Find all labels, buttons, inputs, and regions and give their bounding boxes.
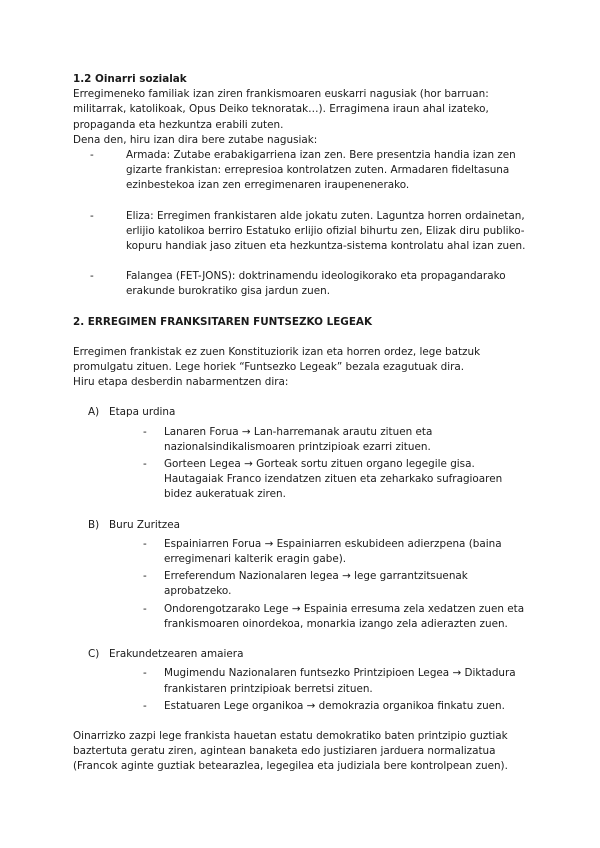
stage-letter: B)	[88, 518, 100, 531]
document-page	[73, 72, 533, 775]
law-item: - Erreferendum Nazionalaren legea → lege garrantzitsuenak aprobatzeko.	[143, 569, 533, 599]
law-item: - Lanaren Forua → Lan-harremanak arautu zituen eta nazionalsindikalismoaren printzipioak ezarri zituen.	[143, 425, 533, 455]
section-title-social-bases: 1.2 Oinarri sozialak	[73, 73, 187, 85]
law-item: - Ondorengotzarako Lege → Espainia erresuma zela xedatzen zuen eta frankismoaren oinordekoa, monarkia izango zela adierazten zuen.	[143, 602, 533, 632]
section-title-fundamental-laws: 2. ERREGIMEN FRANKSITAREN FUNTSEZKO LEGEAK	[73, 315, 373, 328]
stage-name: Erakundetzearen amaiera	[109, 648, 244, 661]
section2-conclusion: Oinarrizko zazpi lege frankista hauetan estatu demokratiko baten printzipio guztiak baztertuta geratu ziren, agintean banaketa edo justiziaren jarduera normalizatua (Francok aginte guztiak betearazlea, legegilea eta judiziala bere kontrolpean zuen).	[73, 729, 508, 773]
stage-name: Buru Zuritzea	[109, 518, 181, 531]
law-item: - Espainiarren Forua → Espainiarren eskubideen adierzpena (baina erregimenari kalterik eragin gabe).	[143, 537, 533, 567]
stage-a	[88, 405, 533, 502]
pillar-army: - Armada: Zutabe erabakigarriena izan zen. Bere presentzia handia izan zen gizarte frankistan: errepresioa kontrolatzen zuten. Armadaren fideltasuna ezinbestekoa izan zen erregimenaren iraupenenerako.	[90, 148, 533, 194]
stage-letter: C)	[88, 648, 100, 661]
pillars-list	[73, 148, 533, 300]
section2-intro: Erregimen frankistak ez zuen Konstituziorik izan eta horren ordez, lege batzuk promulgatu zituen. Lege horiek “Funtsezko Legeak” bezala ezagutuak dira.	[73, 345, 481, 374]
pillar-church: - Eliza: Erregimen frankistaren alde jokatu zuten. Laguntza horren ordainetan, erlijio katolikoa berriro Estatuko erlijio ofizial bihurtu zen, Elizak diru publiko-kopuru handiak jaso zituen eta hezkuntza-sistema kontrolatu ahal izan zuen.	[90, 209, 533, 255]
stage-name: Etapa urdina	[109, 406, 176, 419]
law-item: - Mugimendu Nazionalaren funtsezko Printzipioen Legea → Diktadura frankistaren printzipioak berretsi zituen.	[143, 666, 533, 696]
pillar-falange: - Falangea (FET-JONS): doktrinamendu ideologikorako eta propagandarako erakunde burokratiko gisa jardun zuen.	[90, 269, 533, 299]
law-item: - Estatuaren Lege organikoa → demokrazia organikoa finkatu zuen.	[143, 699, 533, 714]
stage-letter: A)	[88, 406, 100, 419]
law-item: - Gorteen Legea → Gorteak sortu zituen organo legegile gisa. Hautagaiak Franco izendatzen zituen eta zeharkako sufragioaren bidez aukeratuak ziren.	[143, 457, 533, 503]
stage-c	[88, 647, 533, 714]
section1-lead: Dena den, hiru izan dira bere zutabe nagusiak:	[73, 133, 318, 146]
stage-b	[88, 518, 533, 632]
section2-lead: Hiru etapa desberdin nabarmentzen dira:	[73, 376, 289, 389]
section1-intro: Erregimeneko familiak izan ziren frankismoaren euskarri nagusiak (hor barruan: militarrak, katolikoak, Opus Deiko teknoratak…). Erragimena iraun ahal izateko, propaganda eta hezkuntza erabili zuten.	[73, 88, 489, 131]
